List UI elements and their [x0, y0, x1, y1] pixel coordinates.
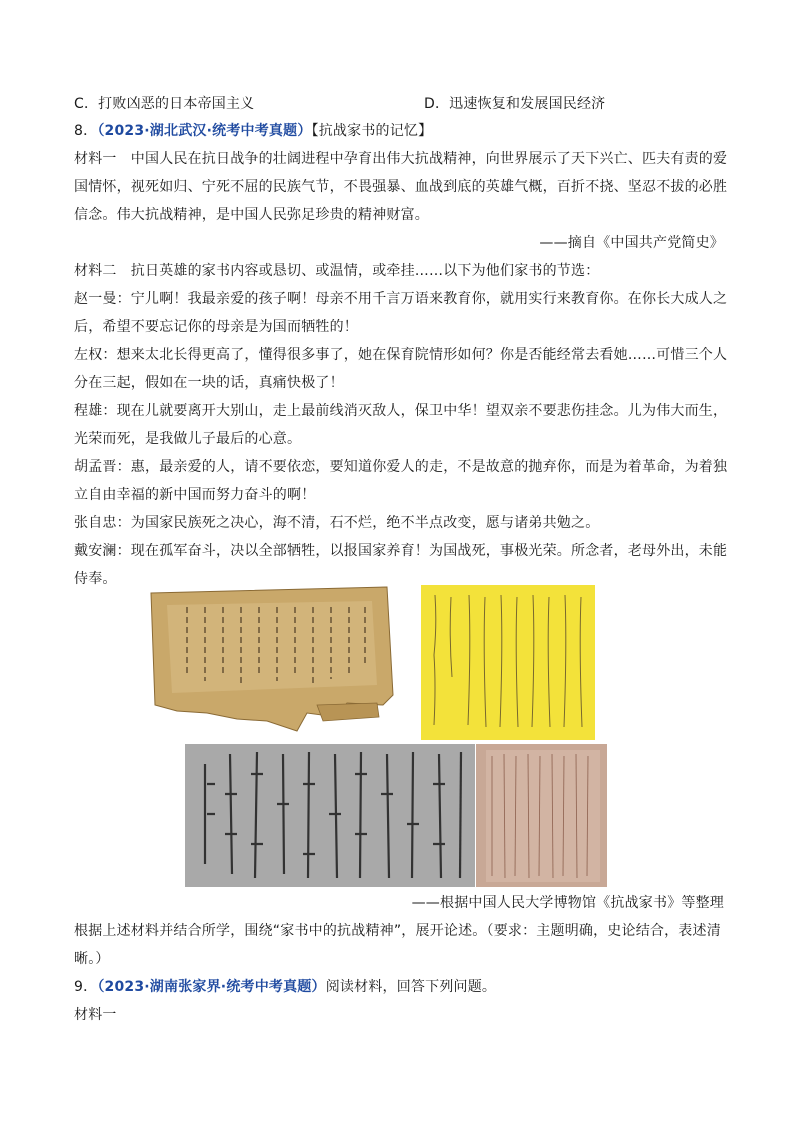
letter-dai-anlan: 戴安澜：现在孤军奋斗，决以全部牺牲，以报国家养育！为国战死，事极光荣。所念者，老母外出，未能: [74, 543, 728, 559]
letter-zhao-yiman: 赵一曼：宁儿啊！我最亲爱的孩子啊！母亲不用千言万语来教育你，就用实行来教育你。在你长大成人之: [74, 291, 728, 307]
old-letter-photo: [147, 585, 395, 735]
letter-cheng-xiong: 程雄：现在儿就要离开大别山，走上最前线消灭敌人，保卫中华！望双亲不要悲伤挂念。儿为伟大而生，: [74, 403, 728, 419]
printed-letter-photo: [185, 744, 475, 887]
question-number: 8．: [74, 123, 98, 139]
task-line-cont: 晰。）: [74, 951, 110, 967]
question9-material1-label: 材料一: [74, 1007, 117, 1023]
letter-dai-anlan-cont: 侍奉。: [74, 571, 117, 587]
yellow-letter-photo: [421, 585, 595, 740]
letter-zhang-zizhong: 张自忠：为国家民族死之决心，海不清，石不烂，绝不半点改变，愿与诸弟共勉之。: [74, 515, 600, 531]
question9-header: [74, 973, 724, 1001]
question-source: （2023·湖北武汉·统考中考真题）: [97, 123, 312, 139]
material2-citation: ——根据中国人民大学博物馆《抗战家书》等整理: [411, 895, 724, 911]
material1-citation: ——摘自《中国共产党简史》: [539, 235, 724, 251]
material2-intro: 材料二 抗日英雄的家书内容或恳切、或温情，或牵挂……以下为他们家书的节选：: [74, 263, 600, 279]
option-d: D．迅速恢复和发展国民经济: [424, 96, 606, 112]
question8-header: [74, 117, 724, 145]
material1-line: 国情怀，视死如归、宁死不屈的民族气节，不畏强暴、血战到底的英雄气概，百折不挠、坚忍不拔的必胜: [74, 179, 728, 195]
letter-hu-mengjin-cont: 立自由幸福的新中国而努力奋斗的啊！: [74, 487, 316, 503]
option-c: C．打败凶恶的日本帝国主义: [74, 96, 255, 112]
question-number: 9．: [74, 979, 98, 995]
material1-line: 材料一 中国人民在抗日战争的壮阔进程中孕育出伟大抗战精神，向世界展示了天下兴亡、匹夫有责的爱: [74, 151, 728, 167]
question-title: 【抗战家书的记忆】: [311, 123, 433, 139]
task-line: 根据上述材料并结合所学，围绕“家书中的抗战精神”，展开论述。（要求：主题明确，史论结合，表述清: [74, 923, 721, 939]
faded-letter-photo: [476, 744, 607, 887]
letter-cheng-xiong-cont: 光荣而死，是我做儿子最后的心意。: [74, 431, 302, 447]
letter-zuo-quan: 左权：想来太北长得更高了，懂得很多事了，她在保育院情形如何？你是否能经常去看她……可惜三个人: [74, 347, 728, 363]
question7-options: [74, 90, 724, 118]
question-prompt: 阅读材料，回答下列问题。: [325, 979, 497, 995]
material1-line: 信念。伟大抗战精神，是中国人民弥足珍贵的精神财富。: [74, 207, 429, 223]
letter-hu-mengjin: 胡孟晋：惠，最亲爱的人，请不要依恋，要知道你爱人的走，不是故意的抛弃你，而是为着革命，为着独: [74, 459, 728, 475]
letter-zuo-quan-cont: 分在三起，假如在一块的话，真痛快极了！: [74, 375, 344, 391]
letter-zhao-yiman-cont: 后，希望不要忘记你的母亲是为国而牺牲的！: [74, 319, 358, 335]
question-source: （2023·湖南张家界·统考中考真题）: [97, 979, 326, 995]
